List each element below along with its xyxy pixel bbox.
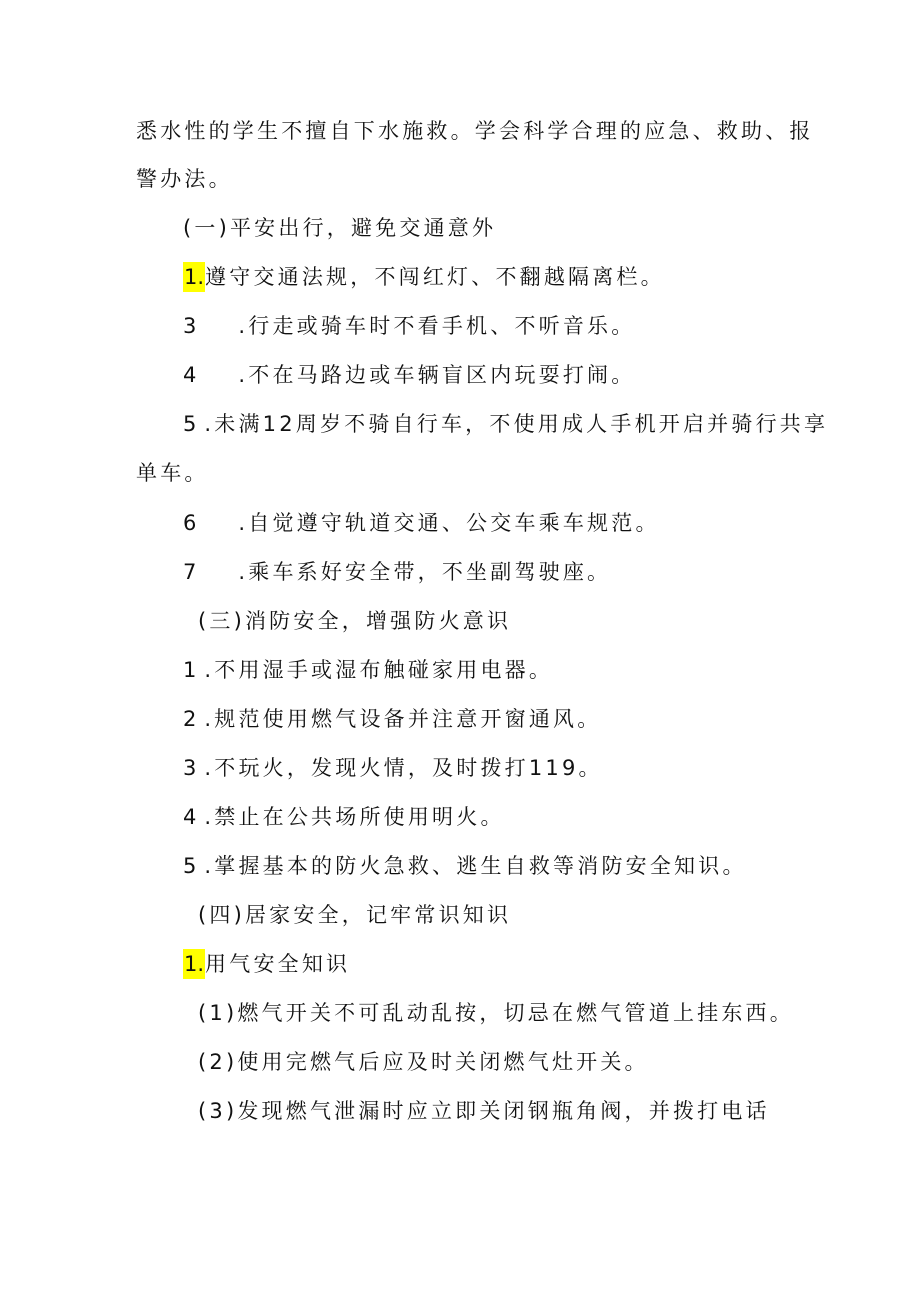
sub-list-item [198, 1047, 649, 1077]
sub-list-item [198, 998, 794, 1028]
list-item [183, 949, 350, 979]
item-number: 3 [183, 314, 197, 338]
list-item-text: .禁止在公共场所使用明火。 [204, 805, 505, 829]
line-text: 单车。 [136, 461, 209, 485]
list-item [183, 508, 660, 538]
item-number: 6 [183, 511, 197, 535]
list-item-text: .掌握基本的防火急救、逃生自救等消防安全知识。 [204, 854, 747, 878]
list-item-text: .不玩火，发现火情，及时拨打119。 [204, 756, 603, 780]
list-item-text: 用气安全知识 [205, 952, 351, 976]
line-text: 警办法。 [136, 167, 233, 191]
list-item [183, 262, 665, 292]
section-heading [198, 900, 511, 930]
list-item-text: .乘车系好安全带，不坐副驾驶座。 [238, 560, 612, 584]
section-heading [198, 606, 511, 636]
list-item [183, 655, 553, 685]
body-text-line [136, 164, 233, 194]
list-item-text: .规范使用燃气设备并注意开窗通风。 [204, 707, 602, 731]
list-item-text: 遵守交通法规，不闯红灯、不翻越隔离栏。 [205, 265, 665, 289]
list-item [183, 360, 635, 390]
list-item [183, 557, 611, 587]
list-item-text: .自觉遵守轨道交通、公交车乘车规范。 [238, 511, 660, 535]
highlighted-item-number: 1. [183, 262, 205, 292]
section-heading-text: (四)居家安全，记牢常识知识 [198, 903, 512, 927]
item-number: 5 [183, 412, 197, 436]
sub-list-item-text: (1)燃气开关不可乱动乱按，切忌在燃气管道上挂东西。 [198, 1001, 794, 1025]
highlighted-item-number: 1. [183, 949, 205, 979]
item-number: 4 [183, 363, 197, 387]
list-item-text: .行走或骑车时不看手机、不听音乐。 [238, 314, 636, 338]
body-text-line [136, 458, 209, 488]
list-item-text: .不在马路边或车辆盲区内玩耍打闹。 [238, 363, 636, 387]
section-heading-text: (三)消防安全，增强防火意识 [198, 609, 512, 633]
sub-list-item [198, 1096, 770, 1126]
body-text-line [136, 116, 814, 146]
item-number: 3 [183, 756, 197, 780]
list-item-text: .未满12周岁不骑自行车，不使用成人手机开启并骑行共享 [204, 412, 829, 436]
item-number: 7 [183, 560, 197, 584]
sub-list-item-text: (2)使用完燃气后应及时关闭燃气灶开关。 [198, 1050, 649, 1074]
list-item [183, 802, 505, 832]
list-item [183, 311, 635, 341]
list-item [183, 851, 747, 881]
section-heading-text: (一)平安出行，避免交通意外 [183, 216, 497, 240]
line-text: 悉水性的学生不擅自下水施救。学会科学合理的应急、救助、报 [136, 119, 814, 143]
item-number: 4 [183, 805, 197, 829]
sub-list-item-text: (3)发现燃气泄漏时应立即关闭钢瓶角阀，并拨打电话 [198, 1099, 770, 1123]
item-number: 5 [183, 854, 197, 878]
list-item [183, 753, 603, 783]
section-heading [183, 213, 496, 243]
list-item-text: .不用湿手或湿布触碰家用电器。 [204, 658, 554, 682]
item-number: 2 [183, 707, 197, 731]
item-number: 1 [183, 658, 197, 682]
list-item [183, 704, 601, 734]
list-item [183, 409, 828, 439]
